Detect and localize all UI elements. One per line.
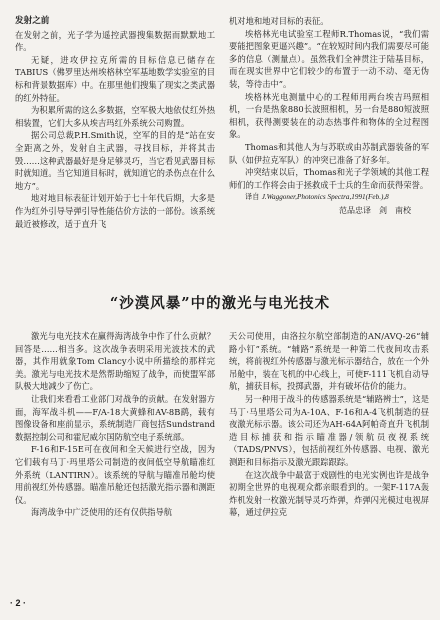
paragraph: 另一种用于战斗的传感器系统是“辅路辨士”，这是马丁·马里塔公司为A-10A、F-16和A-4飞机制造的昼夜激光标示器。该公司还为AH-64A阿帕奇直升飞机制造目标捕获和指示瞄准器/领航员夜视系统（TADS/PNVS），包括前视红外传感器、电视、激光测距和目标指示及激光跟踪跟踪。 [229,393,429,467]
credit-label: 译自 [245,192,260,202]
paragraph: 冲突结束以后，Thomas和光子学领域的其他工程师们的工作将会由于拯救成千士兵的生命而获得荣誉。 [229,167,429,190]
paragraph: 埃格林光电测量中心的工程师用两台埃吉玛照相机，一台是热象880长波照相机，另一台是880短波照相机，获得测要装在的动态热事件和物体的全过程图象。 [229,91,429,140]
paragraph: 天公司使用，由洛拉尔航空部制造的AN/AVQ-26“辅路小钉”系统。“辅路”系统是一种第二代夜间攻击系统，将前视红外传感器与激光标示器结合，放在一个外吊舱中，装在飞机的中心线上，可使F-111飞机自动导航，捕获目标，投掷武器，并有破坏估价的能力。 [229,331,429,392]
translator-credit: 范品忠译 剑 南校 [339,206,411,216]
paragraph: 在这次战争中最富于戏剧性的电光实例也许是战争初期全世界的电视观众都亲眼看到的。一架F-117A轰炸机发射一枚激光制导灵巧炸弹，炸弹闪光模过电视屏幕，通过伊拉克 [229,469,429,518]
bottom-left-column [15,330,215,519]
paragraph: 机对地和地对目标的表征。 [229,16,329,26]
paragraph: 无疑，进攻伊拉克所需的目标信息已储存在TABIUS（佛罗里达州埃格林空军基地数学实验室的目标和背景数据库）中。在那里他们搜集了现实之类武器的红外特征。 [15,54,215,103]
page-number: · 2 · [10,598,27,608]
paragraph: 海湾战争中广泛使用的还有仅供指导航 [31,507,173,518]
source-credit [229,191,429,203]
paragraph: 据公司总裁P.H.Smith说，空军的目的是“站在安全距离之外，发射自主武器，寻找目标，并将其击毁……这种武器最好是身足够灵巧，当它看见武器目标时就知道。当它知道目标时，就知道它的杀伤点在什么地方”。 [15,130,215,191]
paragraph: 为积累所需的这么多数据，空军极大地依仗红外热相装置，它们大多从埃吉玛红外系统公司购置。 [15,105,215,128]
top-right-column [229,15,429,217]
paragraph: 在发射之前，光子学为遥控武器搜集数据而默默地工作。 [15,29,215,53]
bottom-right-column [229,330,429,519]
paragraph: 激光与电光技术在赢得海湾战争中作了什么贡献？回答是……相当多。这次战争表明采用光波技术的武器，其作用就象Tom Clancy小说中所描绘的那样完美。激光与电光技术是然帮助缩短了战争，而使盟军部队极大地减少了伤亡。 [15,331,215,392]
section-heading: 发射之前 [15,16,50,26]
paragraph: 埃格林光电试验室工程师R.Thomas说，“我们需要能把图象更逼兴趣”。“在较短时间内我们需要尽可能多的信息（测量点）。虽然我们全神贯注于陆基目标，而在现实世界中它们较少的布置于一动不动、毫无伪装，等待击中”。 [229,28,429,89]
paragraph: 地对地目标表征计划开始于七十年代后期，大多是作为红外引导导弹引导性能估价方法的一部份。该系统最近被修改，适于直升飞 [15,193,215,229]
top-left-column [15,15,215,230]
article-headline: “沙漠风暴”中的激光与电光技术 [109,295,331,312]
paragraph: 让我们来看看工业部门对战争的贡献。在发射器方面，海军战斗机——F/A-18大黄蜂和AV-8B鹞，载有图像设备和座前显示，系统制造厂商包括Sundstrand数据控制公司和霍尼威尔国防航空电子系统部。 [15,393,215,442]
paragraph: Thomas和其他人为与苏联或由苏制武器装备的军队（如伊拉克军队）的冲突已准备了好多年。 [229,141,429,165]
paragraph: F-16和F-15E可在夜间和全天候进行空战，因为它们载有马丁·玛里塔公司制造的夜间低空导航瞄准红外系统（LANTIRN）。该系统的导航与瞄准吊舱均使用前视红外传感器。瞄准吊舱还包括激光指示器和测距仪。 [15,444,215,505]
credit-source: J.Waggoner,Photonics Spectra,1991(Feb.),8 [261,193,389,202]
